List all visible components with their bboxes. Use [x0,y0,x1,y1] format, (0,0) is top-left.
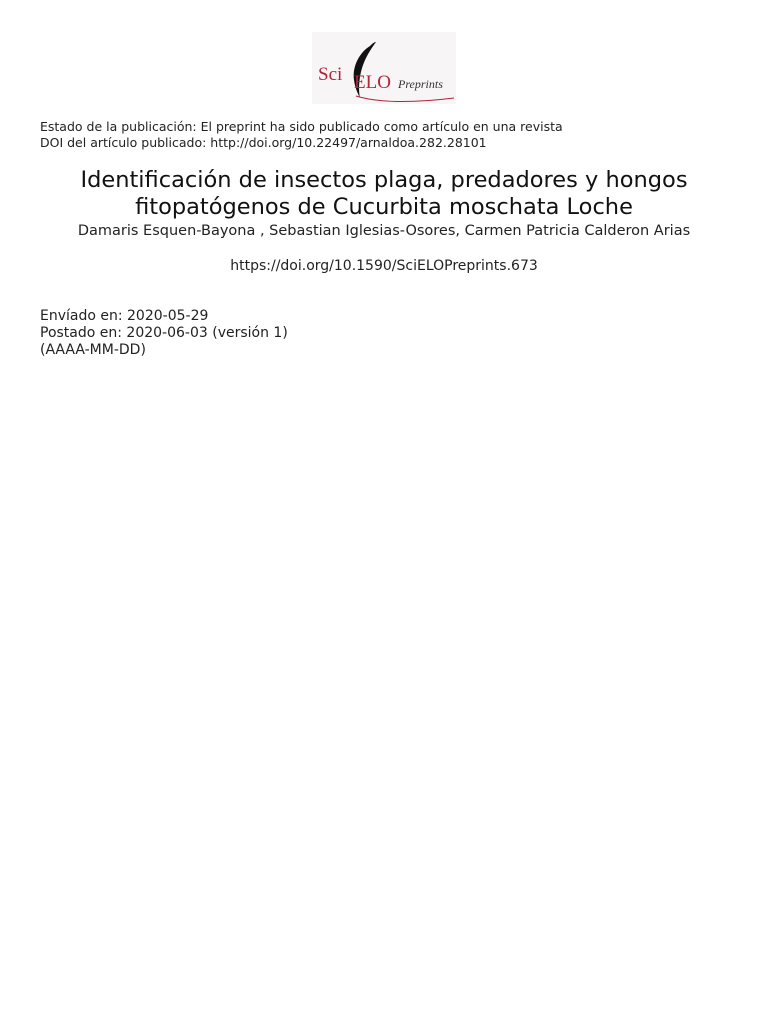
published-article-doi-line[interactable]: DOI del artículo publicado: http://doi.org/10.22497/arnaldoa.282.28101 [40,135,487,150]
scielo-logo-graphic [312,32,456,104]
authors-list: Damaris Esquen-Bayona , Sebastian Iglesias-Osores, Carmen Patricia Calderon Arias [77,223,691,239]
logo-preprints-text: Preprints [398,77,443,91]
logo-sci-text: Sci [318,64,343,85]
submitted-date: Envíado en: 2020-05-29 [40,308,209,324]
logo-elo-text: ELO [354,72,391,93]
dates-block [40,308,288,359]
posted-date: Postado en: 2020-06-03 (versión 1) [40,325,288,341]
publication-status-block [40,119,563,151]
preprint-doi-link[interactable]: https://doi.org/10.1590/SciELOPreprints.673 [230,258,538,274]
date-format-note: (AAAA-MM-DD) [40,342,146,358]
scielo-preprints-logo [312,32,456,104]
preprint-title: Identificación de insectos plaga, predadores y hongos fitopatógenos de Cucurbita moschata Loche [80,167,688,220]
publication-status-line: Estado de la publicación: El preprint ha sido publicado como artículo en una revista [40,119,563,134]
